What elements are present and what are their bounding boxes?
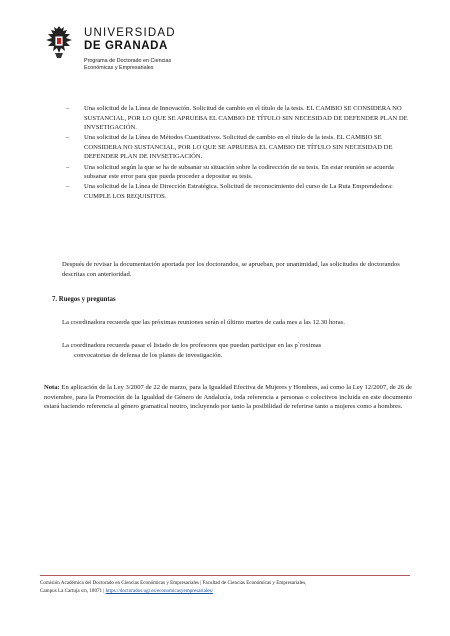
list-item [66, 182, 412, 201]
university-crest-icon [42, 24, 76, 60]
section-title: 7. Ruegos y preguntas [52, 296, 116, 303]
list-item-text: Una solicitud de la Línea de Innovación. Solicitud de cambio en el título de la tesis. EL CAMBIO SE CONSIDERA NO SUSTANCIAL, POR LO QUE SE APRUEBA EL CAMBIO DE TÍTULO SIN NECESIDAD DE DEFENDER PLAN DE INVSETIGACIÓN. [84, 105, 408, 132]
program-line1: Programa de Doctorado en Ciencias [84, 58, 172, 64]
list-item-text: Una solicitud de la Línea de Métodos Cuantitativos. Solicitud de cambio en el título de la tesis. EL CAMBIO SE CONSIDERA NO SUSTANCIAL, POR LO QUE SE APRUEBA EL CAMBIO DE TÍTULO SIN NECESIDAD DE DEFENDER PLAN DE INVSETIGACIÓN. [84, 134, 393, 161]
note-paragraph [44, 383, 412, 412]
bullet-marker: – [66, 163, 70, 171]
university-line2: DE GRANADA [84, 40, 168, 52]
list-item [66, 163, 412, 182]
coordinator-paragraph-2 [62, 341, 412, 360]
footer-line1: Comisión Académica del Doctorado en Ciencias Económicas y Empresariales | Facultad de Ciencias Económicas y Empresariales, [40, 580, 307, 586]
list-item-text: Una solicitud de la Línea de Dirección Estratégica. Solicitud de reconocimiento del curso de La Ruta Emprendedora: CUMPLE LOS REQUISITOS. [84, 183, 393, 200]
coordinator-paragraph-2-line2: convocatorias de defensa de los planes de investigación. [74, 351, 223, 359]
coordinator-paragraph-2-line1: La coordinadora recuerda pasar el listado de los profesores que puedan participar en las p`roximas [62, 342, 322, 349]
bullet-marker: – [66, 105, 70, 112]
bullet-marker: – [66, 134, 70, 142]
footer-address: Campus La Cartuja s/n, 18071 | [40, 588, 106, 594]
bullet-marker: – [66, 183, 70, 191]
program-name [84, 58, 171, 73]
note-text: En aplicación de la Ley 3/2007 de 22 de marzo, para la Igualdad Efectiva de Mujeres y Hombres, así como la Ley 12/2007, de 26 de noviembre, para la Promoción de la Igualdad de Género de Andalucía, toda referencia a personas o colectivos incluida en este documento estará haciendo referencia al género gramatical neutro, incluyendo por tanto la posibilidad de referirse tanto a mujeres como a hombres. [44, 384, 412, 411]
footer [40, 579, 412, 595]
list-item-text: Una solicitud según la que se ha de subsanar su situación sobre la codirección de su tesis. En estar reunión se acuerda subsanar este error para que pueda proceder a depositar su tesis. [84, 163, 394, 181]
request-list [66, 104, 412, 202]
program-line2: Económicas y Empresariales [84, 65, 154, 72]
university-name [84, 27, 176, 53]
footer-divider [40, 575, 410, 576]
list-item [66, 104, 412, 133]
footer-link[interactable]: https://doctorados.ugr.es/economicasyempresariales/ [105, 588, 213, 594]
note-label: Nota: [44, 384, 60, 391]
footer-line2 [40, 587, 412, 595]
list-item [66, 133, 412, 162]
university-line1: UNIVERSIDAD [84, 27, 176, 39]
review-paragraph: Después de revisar la documentación aportada por los doctorandos, se aprueban, por unanimidad, las solicitudes de doctorandos descritas con anterioridad. [62, 261, 400, 278]
coordinator-paragraph-1: La coordinadora recuerda que las próximas reuniones serán el último martes de cada mes a las 12.30 horas. [62, 319, 345, 326]
